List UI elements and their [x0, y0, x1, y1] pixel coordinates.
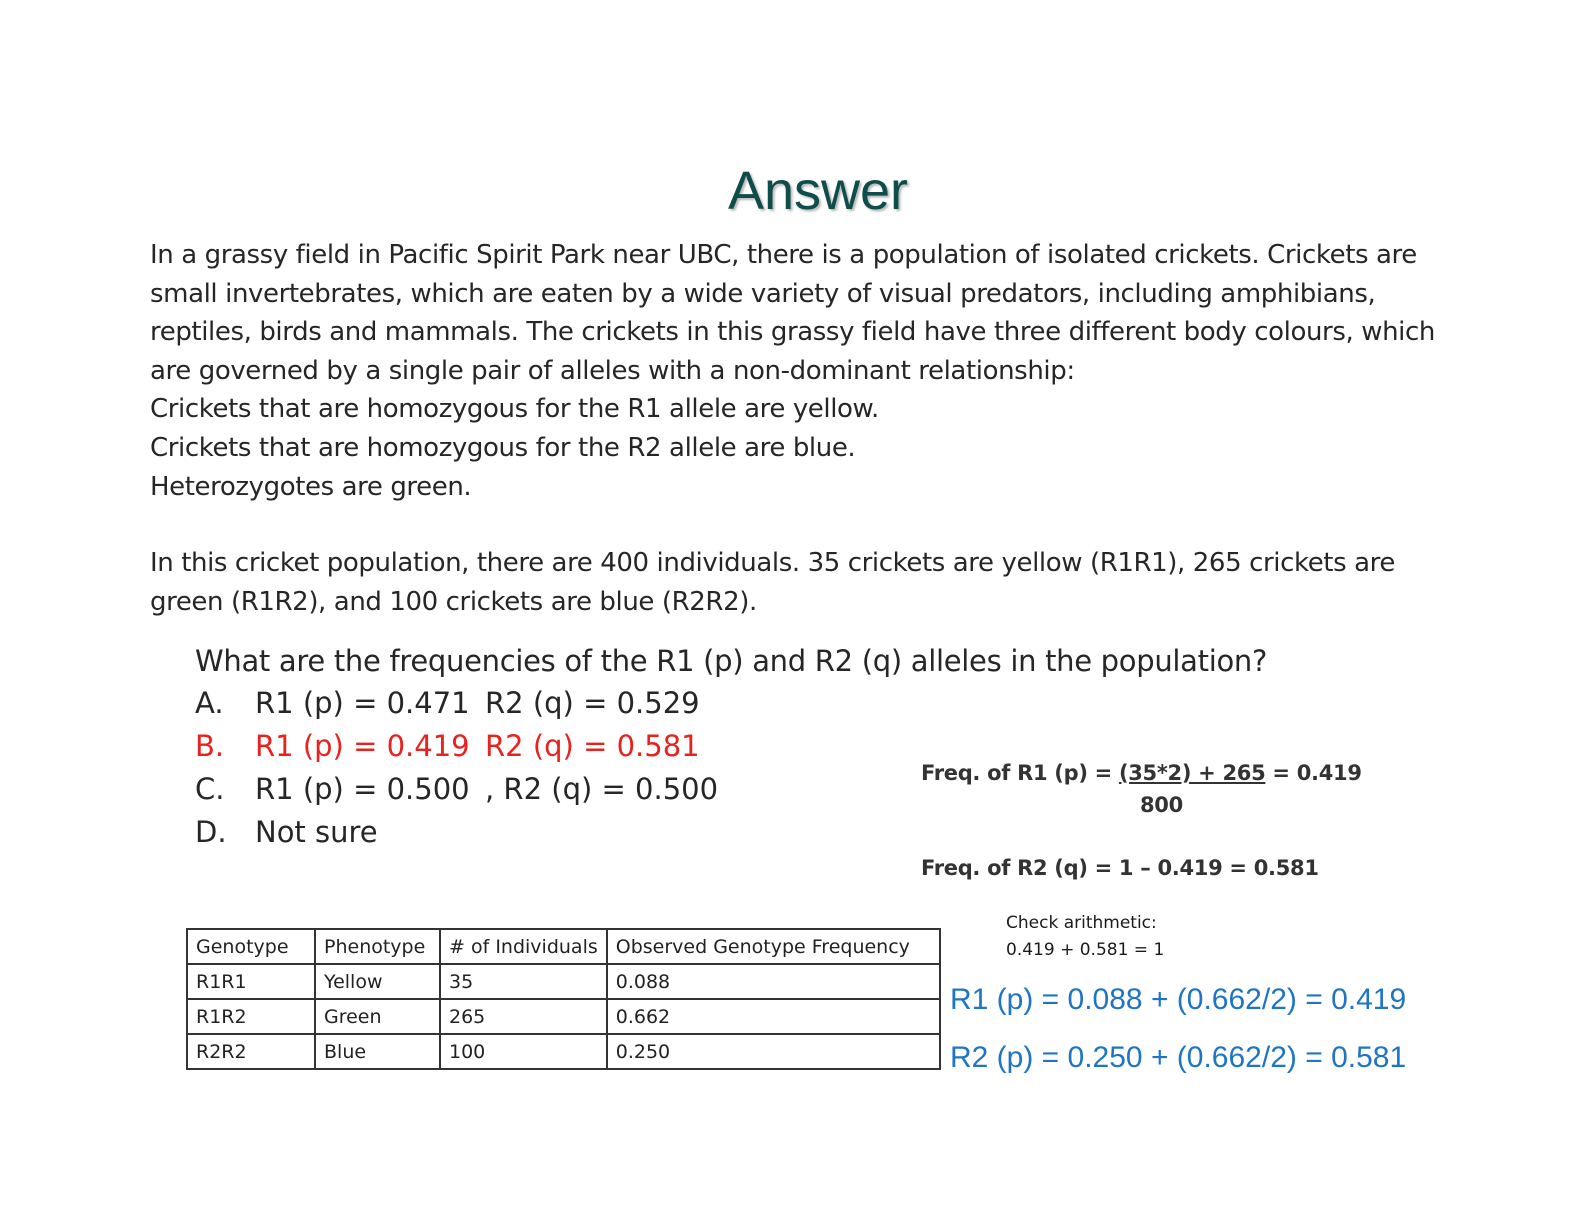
- passage-line: Crickets that are homozygous for the R1 allele are yellow.: [150, 394, 879, 425]
- table-header-row: [187, 929, 940, 964]
- option-p-value: Not sure: [255, 815, 378, 849]
- question-text: What are the frequencies of the R1 (p) and R2 (q) alleles in the population?: [195, 644, 1268, 678]
- option-a[interactable]: [195, 682, 1267, 725]
- r1-frequency-formula: [921, 761, 1362, 785]
- passage-line: Crickets that are homozygous for the R2 allele are blue.: [150, 432, 856, 463]
- table-cell: R1R2: [187, 999, 315, 1034]
- check-label: Check arithmetic:: [1006, 913, 1157, 933]
- check-arithmetic: [1006, 910, 1164, 964]
- question-block: [195, 640, 1267, 854]
- option-d[interactable]: [195, 811, 1267, 854]
- table-header: Phenotype: [315, 929, 440, 964]
- passage-line: Heterozygotes are green.: [150, 471, 472, 502]
- option-p-value: R1 (p) = 0.500: [255, 772, 470, 806]
- table-cell: 100: [440, 1034, 607, 1069]
- r1-formula-numerator: (35*2) + 265: [1118, 761, 1266, 785]
- r2-equation: R2 (p) = 0.250 + (0.662/2) = 0.581: [950, 1041, 1407, 1074]
- problem-passage: [150, 236, 1470, 621]
- table-cell: 0.088: [607, 964, 940, 999]
- passage-line: small invertebrates, which are eaten by a wide variety of visual predators, including amphibians,: [150, 278, 1376, 309]
- option-p-value: R1 (p) = 0.471: [255, 686, 470, 720]
- passage-line: In this cricket population, there are 400 individuals. 35 crickets are yellow (R1R1), 265 crickets are: [150, 548, 1395, 579]
- table-row: [187, 1034, 940, 1069]
- option-p-value: R1 (p) = 0.419: [255, 729, 470, 763]
- table-row: [187, 999, 940, 1034]
- passage-line: are governed by a single pair of alleles with a non-dominant relationship:: [150, 355, 1075, 386]
- table-cell: R1R1: [187, 964, 315, 999]
- r1-formula-result: = 0.419: [1265, 761, 1362, 785]
- passage-line: reptiles, birds and mammals. The crickets in this grassy field have three different body colours, which: [150, 317, 1435, 348]
- r1-formula-denominator: 800: [1140, 793, 1183, 817]
- table-header: Genotype: [187, 929, 315, 964]
- slide-title: Answer: [727, 161, 909, 221]
- table-header: # of Individuals: [440, 929, 607, 964]
- genotype-table: [186, 928, 941, 1070]
- option-letter: A.: [195, 686, 224, 720]
- table-cell: 0.250: [607, 1034, 940, 1069]
- table-cell: 265: [440, 999, 607, 1034]
- table-cell: Blue: [315, 1034, 440, 1069]
- check-line: 0.419 + 0.581 = 1: [1006, 940, 1165, 960]
- r1-formula-prefix: Freq. of R1 (p) =: [921, 761, 1119, 785]
- table-cell: Yellow: [315, 964, 440, 999]
- passage-line: In a grassy field in Pacific Spirit Park near UBC, there is a population of isolated crickets. Crickets are: [150, 240, 1417, 270]
- option-letter: D.: [195, 815, 227, 849]
- table-cell: R2R2: [187, 1034, 315, 1069]
- r1-equation: R1 (p) = 0.088 + (0.662/2) = 0.419: [950, 983, 1407, 1016]
- passage-line: green (R1R2), and 100 crickets are blue (R2R2).: [150, 586, 757, 617]
- table-cell: Green: [315, 999, 440, 1034]
- table-cell: 0.662: [607, 999, 940, 1034]
- option-q-value: R2 (q) = 0.529: [485, 686, 700, 720]
- option-letter: B.: [195, 729, 225, 763]
- table-row: [187, 964, 940, 999]
- option-letter: C.: [195, 772, 225, 806]
- r2-frequency-formula: Freq. of R2 (q) = 1 – 0.419 = 0.581: [921, 856, 1319, 880]
- option-q-value: , R2 (q) = 0.500: [485, 772, 719, 806]
- option-q-value: R2 (q) = 0.581: [485, 729, 700, 763]
- table-cell: 35: [440, 964, 607, 999]
- table-header: Observed Genotype Frequency: [607, 929, 940, 964]
